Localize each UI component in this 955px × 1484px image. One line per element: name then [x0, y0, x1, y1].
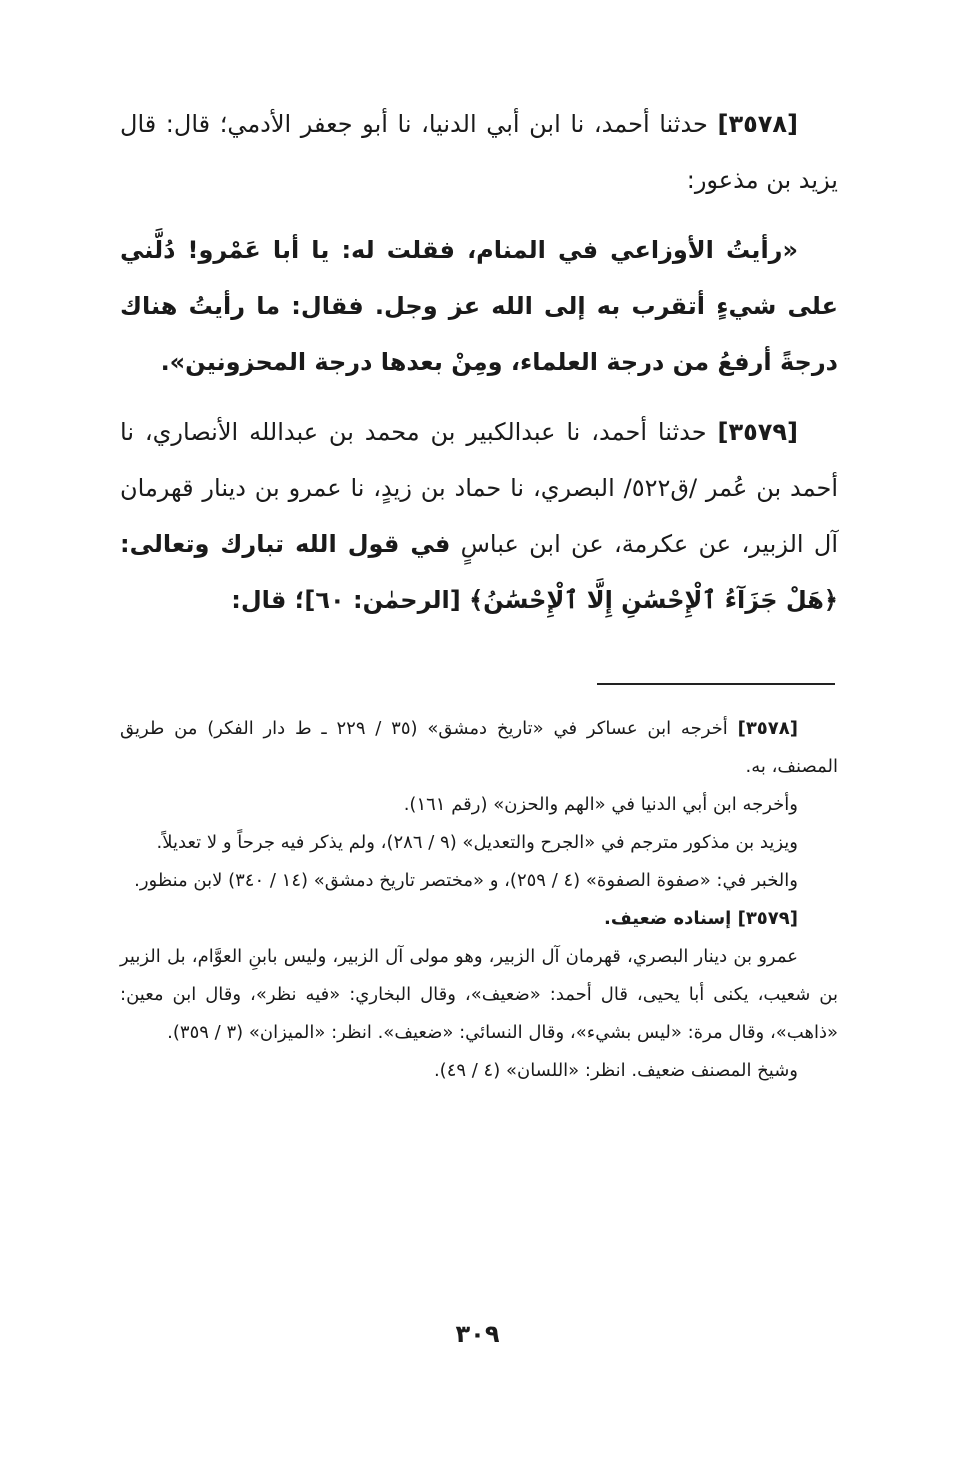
footnote-divider — [597, 683, 835, 685]
footnote-hamm: وأخرجه ابن أبي الدنيا في «الهم والحزن» (رقم ١٦١). — [403, 794, 798, 815]
footnote-3578 — [120, 710, 838, 786]
footnote-amr: عمرو بن دينار البصري، قهرمان آل الزبير، وهو مولى آل الزبير، وليس بابنِ العوَّام، بل الزبير بن شعيب، يكنى أبا يحيى، قال أحمد: «ضعيف»، وقال البخاري: «فيه نظر»، وقال ابن معين: «ذاهب»، وقال مرة: «ليس بشيء»، وقال النسائي: «ضعيف». انظر: «الميزان» (٣ / ٣٥٩). — [120, 946, 838, 1043]
footnote-3578-text: أخرجه ابن عساكر في «تاريخ دمشق» (٣٥ / ٢٢٩ ـ ط دار الفكر) من طريق المصنف، به. — [120, 718, 838, 777]
footnote-3579-heading: [٣٥٧٩] إسناده ضعيف. — [604, 908, 798, 929]
page-number: ٣٠٩ — [455, 1320, 500, 1348]
footnote-jarh: ويزيد بن مذكور مترجم في «الجرح والتعديل» (٩ / ٢٨٦)، ولم يذكر فيه جرحاً و لا تعديلاً. — [156, 832, 798, 853]
entry-3578-isnad — [120, 96, 838, 208]
main-text — [120, 96, 838, 628]
verse-reference: [الرحمٰن: ٦٠]؛ قال: — [231, 586, 470, 614]
entry-3578-isnad-text: حدثنا أحمد، نا ابن أبي الدنيا، نا أبو جعفر الأدمي؛ قال: قال يزيد بن مذعور: — [120, 110, 838, 194]
entry-3578-number: [٣٥٧٨] — [717, 110, 798, 138]
footnotes — [120, 710, 838, 1090]
footnote-shaykh: وشيخ المصنف ضعيف. انظر: «اللسان» (٤ / ٤٩). — [433, 1060, 798, 1081]
entry-3579-number: [٣٥٧٩] — [717, 418, 798, 446]
footnote-khabar: والخبر في: «صفوة الصفوة» (٤ / ٢٥٩)، و «مختصر تاريخ دمشق» (١٤ / ٣٤٠) لابن منظور. — [134, 870, 798, 891]
entry-3579-isnad-text: حدثنا أحمد، نا عبدالكبير بن محمد بن عبدالله الأنصاري، نا أحمد بن عُمر /ق٥٢٢/ البصري، نا حماد بن زيدٍ، نا عمرو بن دينار قهرمان آل الزبير، عن عكرمة، عن ابن عباسٍ — [120, 418, 838, 558]
entry-3578-quote: «رأيتُ الأوزاعي في المنام، فقلت له: يا أبا عَمْرو! دُلَّني على شيءٍ أتقرب به إلى الله عز وجل. فقال: ما رأيتُ هناك درجةً أرفعُ من درجة العلماء، ومِنْ بعدها درجة المحزونين». — [120, 236, 838, 376]
entry-3579-isnad — [120, 404, 838, 628]
quran-verse: ﴿هَلْ جَزَآءُ ٱلْإِحْسَٰنِ إِلَّا ٱلْإِحْسَٰنُ﴾ — [469, 586, 838, 614]
footnote-3578-number: [٣٥٧٨] — [737, 718, 798, 739]
entry-3579-intro: في قول الله تبارك وتعالى: — [120, 530, 451, 558]
